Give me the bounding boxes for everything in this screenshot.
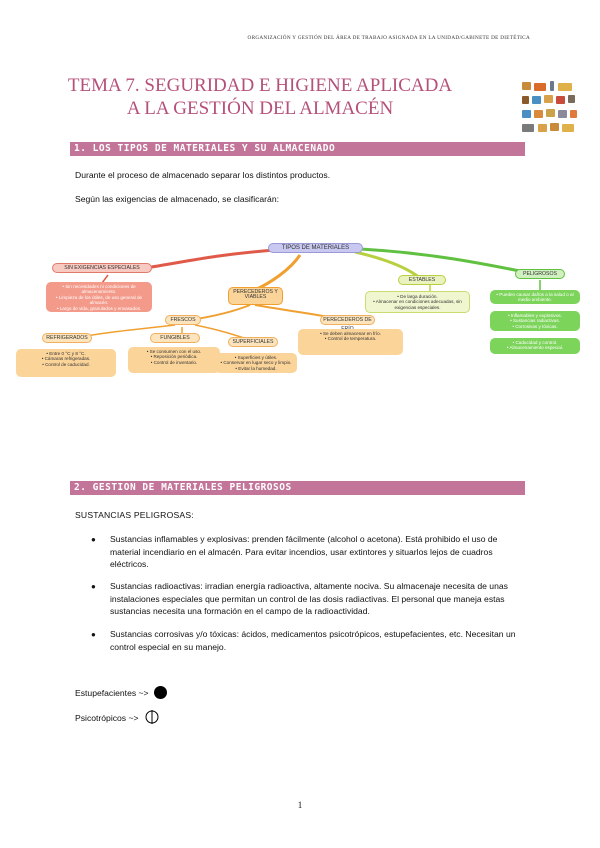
section-2-heading: 2. GESTION DE MATERIALES PELIGROSOS — [70, 481, 525, 495]
node-refrigerated: REFRIGERADOS — [42, 333, 92, 343]
psychotropics-symbol-icon — [144, 709, 160, 730]
node-fungible: FUNGIBLES — [150, 333, 200, 343]
node-danger-3: • Caducidad y control. • Almacenamiento especial. — [490, 338, 580, 354]
running-header: ORGANIZACIÓN Y GESTIÓN DEL ÁREA DE TRABAJO ASIGNADA EN LA UNIDAD/GABINETE DE DIETÉTICA — [247, 35, 530, 41]
node-special-desc: • Sin necesidades ni condiciones de almacenamiento. • Limpieza de los útiles, de uso general de almacén. • Largo de vida, granulados y envasados. — [46, 282, 152, 312]
page-title — [60, 74, 460, 120]
legend-psychotropics-label: Psicotrópicos ~> — [75, 713, 139, 723]
materials-mind-map — [10, 235, 590, 385]
node-frozen-desc: • Se deben almacenar en frío. • Control de temperatura. — [298, 329, 403, 355]
title-line-1: TEMA 7. SEGURIDAD E HIGIENE APLICADA — [67, 75, 453, 96]
section-1-heading: 1. LOS TIPOS DE MATERIALES Y SU ALMACENADO — [70, 142, 525, 156]
section-2-subheading: SUSTANCIAS PELIGROSAS: — [75, 510, 194, 520]
title-line-2: A LA GESTIÓN DEL ALMACÉN — [126, 98, 394, 119]
node-perishable: PERECEDEROS Y VIABLES — [228, 287, 283, 305]
legend-narcotics-label: Estupefacientes ~> — [75, 688, 149, 698]
node-special: SIN EXIGENCIAS ESPECIALES — [52, 263, 152, 273]
warehouse-illustration — [520, 80, 580, 140]
node-superficial-desc: • Superficies y útiles. • Conservar en lugar seco y limpio. • Evitar la humedad. — [215, 353, 297, 373]
node-frozen: PERECEDEROS DE — [320, 315, 375, 325]
node-danger-2: • Inflamables y explosivos. • Sustancias radiactivas. • Corrosivas y tóxicas. — [490, 311, 580, 331]
node-fungible-desc: • Se consumen con el uso. • Reposición periódica. • Control de inventario. — [128, 347, 220, 373]
section-1-paragraph-2: Según las exigencias de almacenado, se clasificarán: — [75, 194, 279, 204]
node-fresh: FRESCOS — [165, 315, 201, 325]
page-number: 1 — [297, 800, 303, 810]
node-stable: ESTABLES — [398, 275, 446, 285]
node-danger-1: • Pueden causar daños a la salud o al medio ambiente. — [490, 290, 580, 304]
bullet-flammable: Sustancias inflamables y explosivas: prenden fácilmente (alcohol o acetona). Está prohibido el uso de material incendiario en el almacén. Para evitar incendios, usar extintores y situarlos lejos de cuadros eléctricos. — [110, 534, 498, 569]
bullet-marker: ● — [91, 582, 96, 591]
narcotics-symbol-icon — [154, 686, 167, 699]
bullet-radioactive: Sustancias radioactivas: irradian energía radioactiva, altamente nociva. Su almacenaje necesita de unas instalaciones especiales que permitan un control de las dosis radiactivas. El personal que maneja estas sustancias necesita una formación en el campo de la radioactividad. — [110, 581, 508, 616]
section-1-paragraph-1: Durante el proceso de almacenado separar los distintos productos. — [75, 170, 331, 180]
node-root: TIPOS DE MATERIALES — [268, 243, 363, 253]
node-stable-desc: • De larga duración. • Almacenar en condiciones adecuadas, sin exigencias especiales. — [365, 291, 470, 313]
node-refrigerated-desc: • Entre 0 °C y 8 °C. • Cámaras refrigeradas. • Control de caducidad. — [16, 349, 116, 377]
node-dangerous: PELIGROSOS — [515, 269, 565, 279]
node-superficial: SUPERFICIALES — [228, 337, 278, 347]
bullet-marker: ● — [91, 630, 96, 639]
bullet-corrosive: Sustancias corrosivas y/o tóxicas: ácidos, medicamentos psicotrópicos, estupefacientes, etc. Necesitan un control especial en su manejo. — [110, 629, 516, 652]
bullet-marker: ● — [91, 535, 96, 544]
